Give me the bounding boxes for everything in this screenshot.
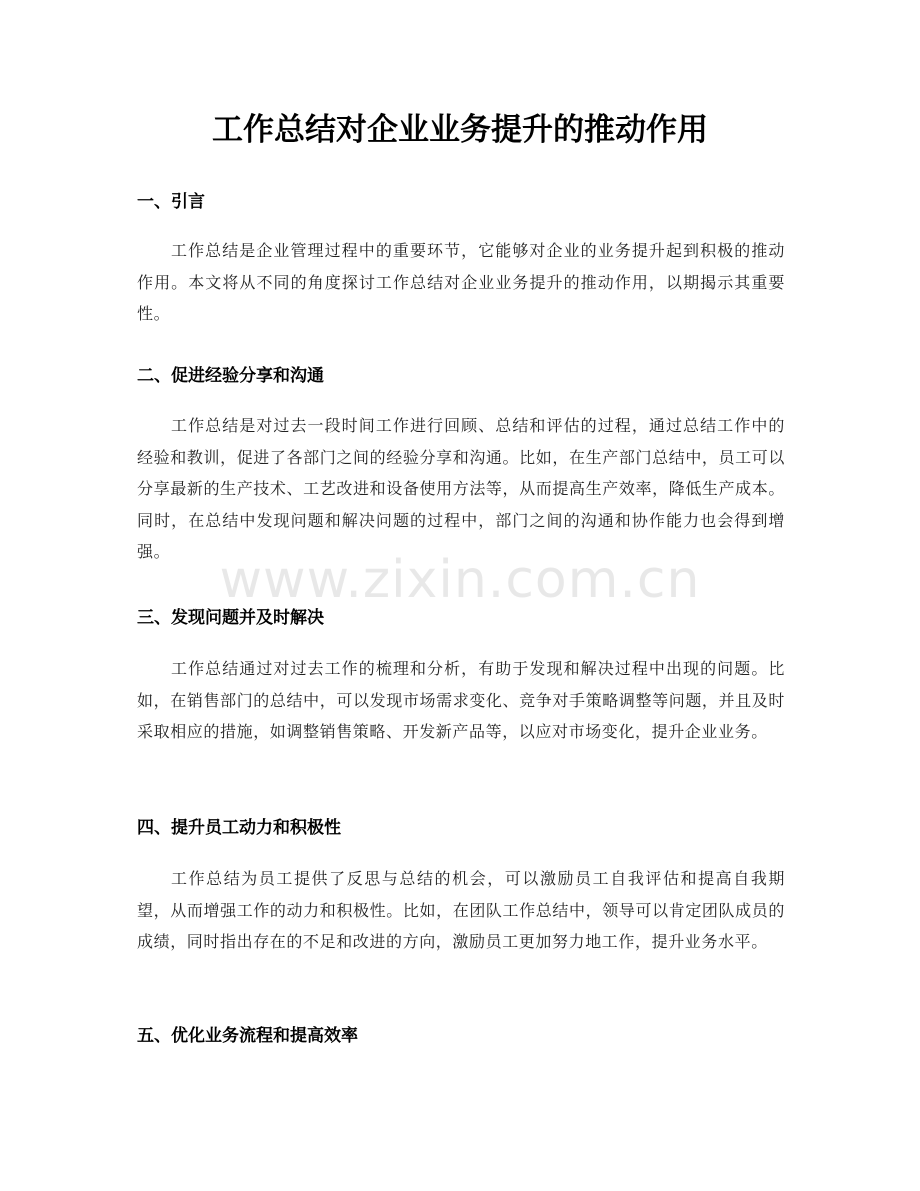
section-heading-efficiency: 五、优化业务流程和提高效率 xyxy=(137,1026,358,1046)
section-heading-problems: 三、发现问题并及时解决 xyxy=(137,608,324,628)
section-paragraph-intro: 工作总结是企业管理过程中的重要环节，它能够对企业的业务提升起到积极的推动作用。本文将从不同的角度探讨工作总结对企业业务提升的推动作用，以期揭示其重要性。 xyxy=(137,241,785,323)
section-heading-motivation: 四、提升员工动力和积极性 xyxy=(137,818,341,838)
watermark: www.zixin.com.cn xyxy=(219,550,701,610)
section-paragraph-sharing: 工作总结是对过去一段时间工作进行回顾、总结和评估的过程，通过总结工作中的经验和教训，促进了各部门之间的经验分享和沟通。比如，在生产部门总结中，员工可以分享最新的生产技术、工艺改进和设备使用方法等，从而提高生产效率，降低生产成本。同时，在总结中发现问题和解决问题的过程中，部门之间的沟通和协作能力也会得到增强。 xyxy=(137,416,785,561)
section-heading-intro: 一、引言 xyxy=(137,192,205,212)
section-paragraph-motivation: 工作总结为员工提供了反思与总结的机会，可以激励员工自我评估和提高自我期望，从而增强工作的动力和积极性。比如，在团队工作总结中，领导可以肯定团队成员的成绩，同时指出存在的不足和改进的方向，激励员工更加努力地工作，提升业务水平。 xyxy=(137,869,785,951)
section-heading-sharing: 二、促进经验分享和沟通 xyxy=(137,366,324,386)
section-paragraph-problems: 工作总结通过对过去工作的梳理和分析，有助于发现和解决过程中出现的问题。比如，在销售部门的总结中，可以发现市场需求变化、竞争对手策略调整等问题，并且及时采取相应的措施，如调整销售策略、开发新产品等，以应对市场变化，提升企业业务。 xyxy=(137,659,785,741)
page-title: 工作总结对企业业务提升的推动作用 xyxy=(212,112,708,148)
